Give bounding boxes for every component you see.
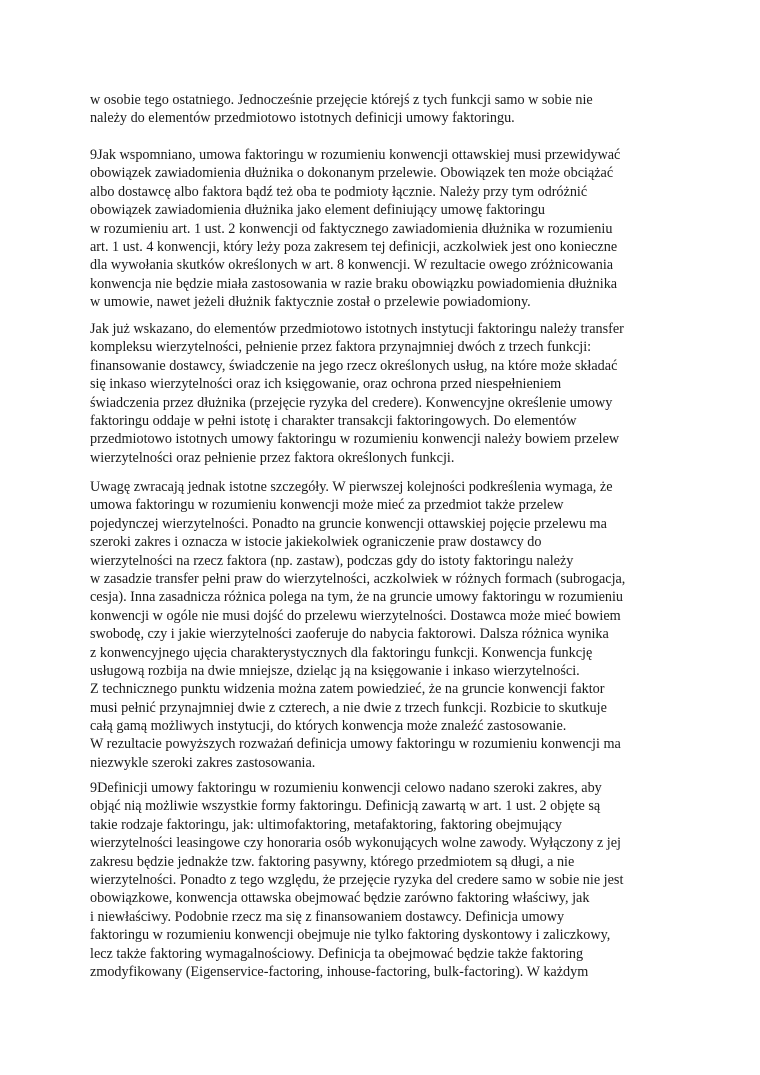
text-line: obowiązek zawiadomienia dłużnika o dokonanym przelewie. Obowiązek ten może obciążać <box>90 165 614 182</box>
text-line: objąć nią możliwie wszystkie formy faktoringu. Definicją zawartą w art. 1 ust. 2 objęte są <box>90 798 601 815</box>
text-line: zmodyfikowany (Eigenservice-factoring, inhouse-factoring, bulk-factoring). W każdym <box>90 963 589 980</box>
text-line: albo dostawcę albo faktora bądź też oba te podmioty łącznie. Należy przy tym odróżnić <box>90 183 588 200</box>
text-line: faktoringu w rozumieniu konwencji obejmuje nie tylko faktoring dyskontowy i zaliczkowy, <box>90 927 611 944</box>
text-line: Jak już wskazano, do elementów przedmiotowo istotnych instytucji faktoringu należy transfer <box>90 321 624 337</box>
text-line: w osobie tego ostatniego. Jednocześnie przejęcie którejś z tych funkcji samo w sobie nie <box>90 92 593 108</box>
text-line: musi pełnić przynajmniej dwie z czterech, a nie dwie z trzech funkcji. Rozbicie to skutkuje <box>90 699 607 716</box>
text-line: obowiązek zawiadomienia dłużnika jako element definiujący umowę faktoringu <box>90 202 546 219</box>
text-line: świadczenia przez dłużnika (przejęcie ryzyka del credere). Konwencyjne określenie umowy <box>90 394 613 411</box>
text-line: dla wywołania skutków określonych w art. 8 konwencji. W rezultacie owego zróżnicowania <box>90 257 614 274</box>
text-line: wierzytelności oraz pełnienie przez faktora określonych funkcji. <box>90 449 455 466</box>
text-line: zakresu będzie jednakże tzw. faktoring pasywny, którego przedmiotem są długi, a nie <box>90 853 575 870</box>
text-line: Z technicznego punktu widzenia można zatem powiedzieć, że na gruncie konwencji faktor <box>90 681 605 698</box>
text-line: 9Definicji umowy faktoringu w rozumieniu konwencji celowo nadano szeroki zakres, aby <box>90 780 602 796</box>
text-line: i niewłaściwy. Podobnie rzecz ma się z finansowaniem dostawcy. Definicja umowy <box>90 908 565 925</box>
text-line: cesja). Inna zasadnicza różnica polega na tym, że na gruncie umowy faktoringu w rozumieniu <box>90 589 623 606</box>
text-line: konwencja nie będzie miała zastosowania w razie braku obowiązku powiadomienia dłużnika <box>90 275 618 292</box>
text-line: faktoringu oddaje w pełni istotę i charakter transakcji faktoringowych. Do elementów <box>90 412 577 429</box>
text-line: W rezultacie powyższych rozważań definicja umowy faktoringu w rozumieniu konwencji ma <box>90 736 621 753</box>
text-line: w umowie, nawet jeżeli dłużnik faktycznie został o przelewie powiadomiony. <box>90 294 531 311</box>
text-line: 9Jak wspomniano, umowa faktoringu w rozumieniu konwencji ottawskiej musi przewidywać <box>90 147 621 163</box>
text-line: swobodę, czy i jakie wierzytelności zaoferuje do nabycia faktorowi. Dalsza różnica wynika <box>90 626 609 643</box>
text-line: kompleksu wierzytelności, pełnienie przez faktora przynajmniej dwóch z trzech funkcji: <box>90 339 592 356</box>
text-line: w zasadzie transfer pełni praw do wierzytelności, aczkolwiek w różnych formach (subrogacja, <box>90 570 626 587</box>
text-line: Uwagę zwracają jednak istotne szczegóły. W pierwszej kolejności podkreślenia wymaga, że <box>90 479 613 495</box>
text-line: takie rodzaje faktoringu, jak: ultimofaktoring, metafaktoring, faktoring obejmujący <box>90 816 562 833</box>
paragraph-3 <box>90 320 680 467</box>
text-line: wierzytelności leasingowe czy honoraria osób wykonujących wolne zawody. Wyłączony z jej <box>90 835 621 852</box>
text-line: z konwencyjnego ujęcia charakterystycznych dla faktoringu funkcji. Konwencja funkcję <box>90 644 593 661</box>
paragraph-5 <box>90 779 680 981</box>
text-line: wierzytelności na rzecz faktora (np. zastaw), podczas gdy do istoty faktoringu należy <box>90 552 574 569</box>
text-line: w rozumieniu art. 1 ust. 2 konwencji od faktycznego zawiadomienia dłużnika w rozumieniu <box>90 220 613 237</box>
text-line: pojedynczej wierzytelności. Ponadto na gruncie konwencji ottawskiej pojęcie przelewu ma <box>90 515 607 532</box>
text-line: usługową rozbija na dwie mniejsze, dzieląc ją na księgowanie i inkaso wierzytelności. <box>90 662 580 679</box>
text-line: się inkaso wierzytelności oraz ich księgowanie, oraz ochrona przed niespełnieniem <box>90 376 562 393</box>
text-line: lecz także faktoring wymagalnościowy. Definicja ta obejmować będzie także faktoring <box>90 945 584 962</box>
text-line: wierzytelności. Ponadto z tego względu, że przejęcie ryzyka del credere samo w sobie nie jest <box>90 871 624 888</box>
text-line: konwencji w ogóle nie musi dojść do przelewu wierzytelności. Dostawca może mieć bowiem <box>90 607 621 624</box>
paragraph-4 <box>90 478 680 772</box>
text-line: należy do elementów przedmiotowo istotnych definicji umowy faktoringu. <box>90 110 515 127</box>
text-line: całą gamą możliwych instytucji, do których konwencja może znaleźć zastosowanie. <box>90 718 567 735</box>
paragraph-1 <box>90 91 680 128</box>
text-line: szeroki zakres i oznacza w istocie jakiekolwiek ograniczenie praw dostawcy do <box>90 534 542 551</box>
text-line: finansowanie dostawcy, świadczenie na jego rzecz określonych usług, na które może składać <box>90 357 618 374</box>
text-line: obowiązkowe, konwencja ottawska obejmować będzie zarówno faktoring właściwy, jak <box>90 890 590 907</box>
text-line: przedmiotowo istotnych umowy faktoringu w rozumieniu konwencji należy bowiem przelew <box>90 431 620 448</box>
text-line: umowa faktoringu w rozumieniu konwencji może mieć za przedmiot także przelew <box>90 497 564 514</box>
text-line: art. 1 ust. 4 konwencji, który leży poza zakresem tej definicji, aczkolwiek jest ono konieczne <box>90 238 618 255</box>
text-line: niezwykle szeroki zakres zastosowania. <box>90 754 316 771</box>
paragraph-2 <box>90 146 680 312</box>
